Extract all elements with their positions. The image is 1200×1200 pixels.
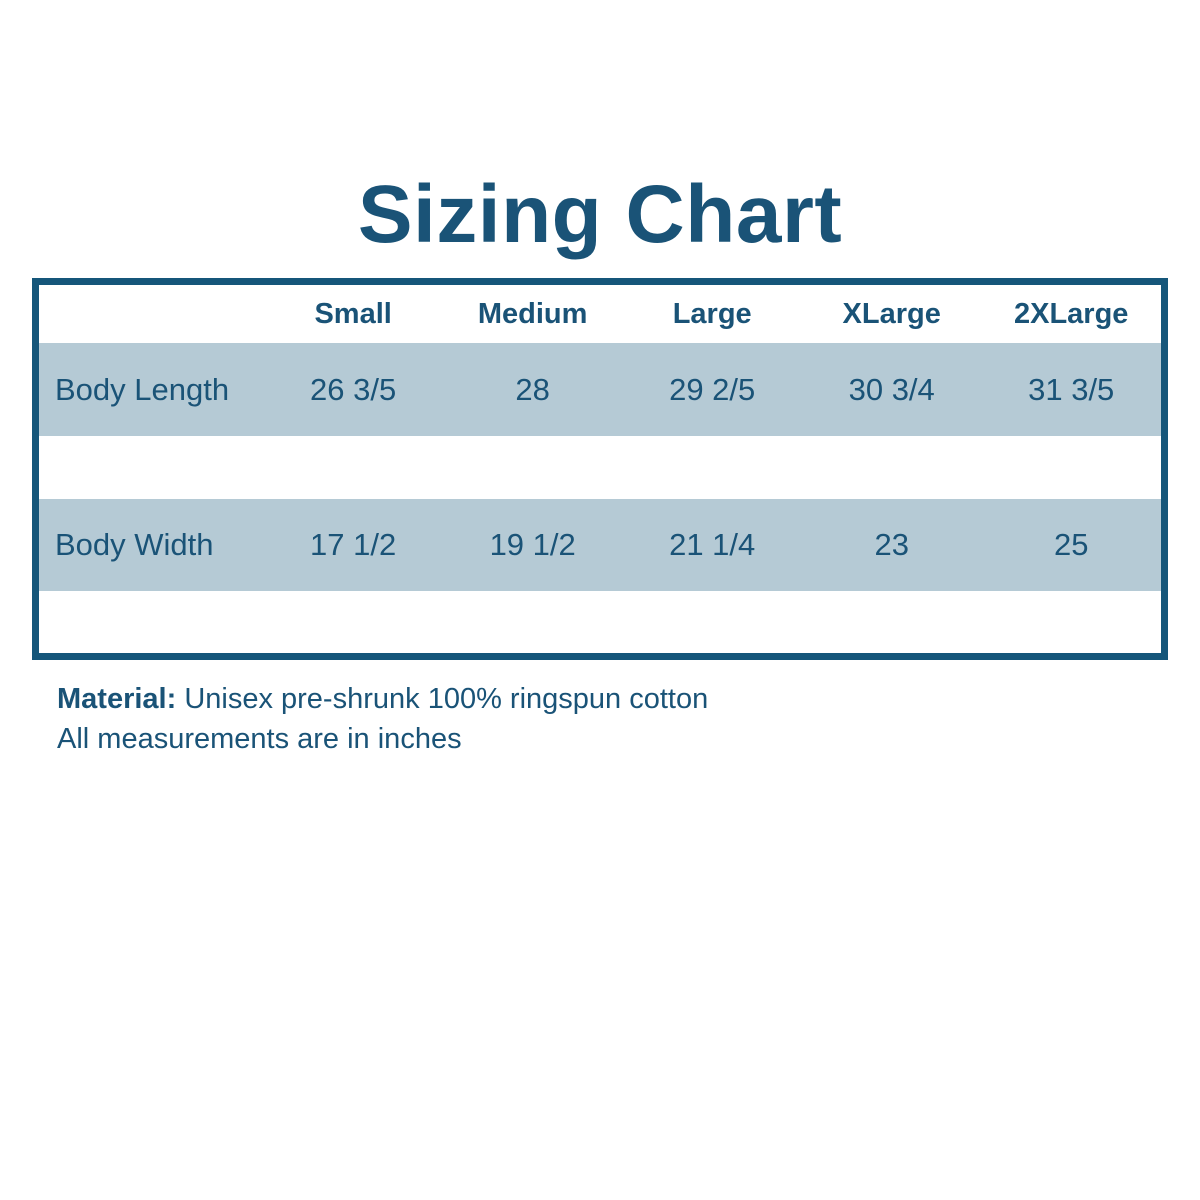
body-length-medium: 28 bbox=[515, 371, 550, 407]
column-header-small: Small bbox=[314, 297, 392, 330]
table-header-row bbox=[39, 285, 1161, 343]
column-header-medium: Medium bbox=[477, 297, 588, 330]
measurements-note: All measurements are in inches bbox=[57, 723, 462, 755]
page-title: Sizing Chart bbox=[357, 169, 843, 260]
column-header-large: Large bbox=[672, 297, 752, 330]
body-width-medium: 19 1/2 bbox=[489, 527, 576, 562]
row-label-body-width: Body Width bbox=[55, 527, 214, 562]
material-line bbox=[57, 679, 708, 719]
table-spacer-row-bottom bbox=[39, 591, 1161, 653]
material-label: Material: bbox=[57, 683, 177, 715]
body-length-large: 29 2/5 bbox=[669, 371, 756, 407]
body-width-small: 17 1/2 bbox=[310, 527, 397, 562]
row-label-body-length: Body Length bbox=[55, 371, 230, 407]
sizing-table bbox=[32, 278, 1168, 660]
body-width-large: 21 1/4 bbox=[669, 527, 756, 562]
column-header-2xlarge: 2XLarge bbox=[1013, 297, 1129, 330]
footer-notes bbox=[57, 679, 708, 759]
body-length-2xlarge: 31 3/5 bbox=[1028, 371, 1115, 407]
material-value: Unisex pre-shrunk 100% ringspun cotton bbox=[176, 683, 709, 715]
table-row-body-width bbox=[39, 499, 1161, 591]
body-width-2xlarge: 25 bbox=[1053, 527, 1089, 562]
body-length-small: 26 3/5 bbox=[310, 371, 397, 407]
body-length-xlarge: 30 3/4 bbox=[848, 371, 935, 407]
table-row-body-length bbox=[39, 343, 1161, 436]
body-width-xlarge: 23 bbox=[874, 527, 909, 562]
table-spacer-row bbox=[39, 436, 1161, 499]
column-header-xlarge: XLarge bbox=[842, 297, 941, 330]
